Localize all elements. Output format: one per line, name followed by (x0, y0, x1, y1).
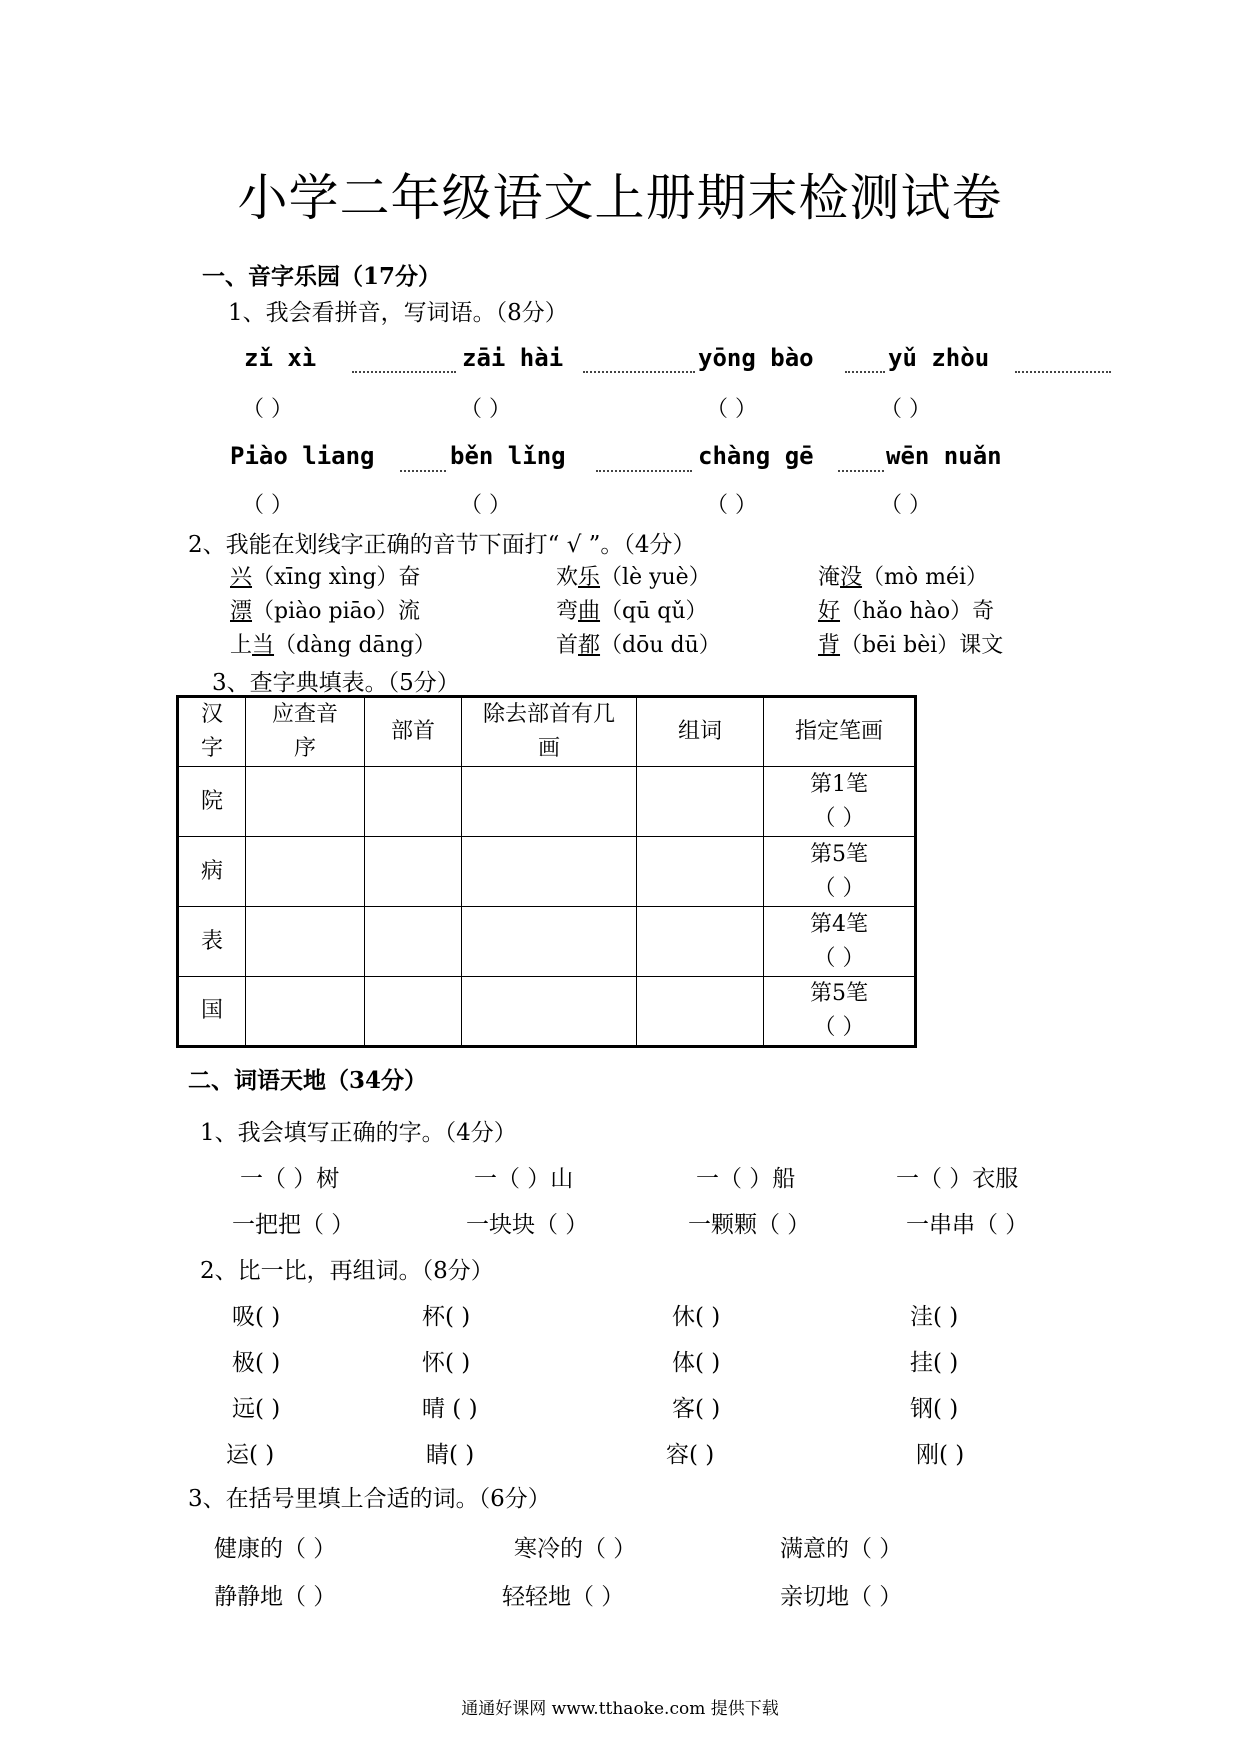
fill-item[interactable]: 一（ ）船 (696, 1166, 796, 1192)
blank-cell[interactable] (637, 767, 764, 837)
phrase-item[interactable]: 轻轻地（ ） (502, 1584, 625, 1610)
answer-paren[interactable]: （ ） (460, 493, 511, 518)
select-item[interactable]: 上当（dàng dāng） (230, 633, 436, 658)
char-cell: 表 (178, 907, 246, 977)
blank-cell[interactable] (637, 977, 764, 1047)
col-header: 组词 (637, 697, 764, 767)
compare-item[interactable]: 容( ) (666, 1442, 715, 1468)
pinyin-8: wēn nuǎn (886, 442, 1002, 470)
s1-q2-label: 2、我能在划线字正确的音节下面打“ √ ”。（4分） (188, 532, 696, 558)
pinyin-7: chàng gē (698, 442, 814, 470)
phrase-item[interactable]: 健康的（ ） (214, 1536, 337, 1562)
pinyin-1: zǐ xì (244, 344, 317, 372)
select-item[interactable]: 兴（xīng xìng）奋 (230, 565, 421, 590)
compare-item[interactable]: 客( ) (672, 1396, 721, 1422)
compare-item[interactable]: 刚( ) (916, 1442, 965, 1468)
dotted-line (352, 345, 456, 373)
compare-item[interactable]: 杯( ) (422, 1304, 471, 1330)
s1-q3-label: 3、查字典填表。（5分） (212, 670, 460, 696)
blank-cell[interactable] (462, 767, 637, 837)
stroke-cell[interactable]: 第4笔 （ ） (764, 907, 916, 977)
blank-cell[interactable] (365, 837, 462, 907)
pinyin-5: Piào liang (230, 442, 375, 470)
compare-item[interactable]: 睛( ) (426, 1442, 475, 1468)
blank-cell[interactable] (246, 907, 365, 977)
dotted-line (400, 444, 446, 472)
dotted-line (845, 345, 885, 373)
col-header: 汉 字 (178, 697, 246, 767)
pinyin-2: zāi hài (462, 344, 564, 372)
col-header: 应查音 序 (246, 697, 365, 767)
pinyin-4: yǔ zhòu (888, 344, 990, 372)
dictionary-table (176, 695, 917, 1048)
phrase-item[interactable]: 静静地（ ） (214, 1584, 337, 1610)
fill-item[interactable]: 一串串（ ） (906, 1212, 1029, 1238)
col-header: 指定笔画 (764, 697, 916, 767)
dotted-line (583, 345, 695, 373)
blank-cell[interactable] (365, 977, 462, 1047)
blank-cell[interactable] (462, 907, 637, 977)
answer-paren[interactable]: （ ） (706, 493, 757, 518)
s2-q2-label: 2、比一比，再组词。（8分） (200, 1258, 494, 1284)
answer-paren[interactable]: （ ） (880, 397, 931, 422)
page-title: 小学二年级语文上册期末检测试卷 (237, 169, 1003, 227)
compare-item[interactable]: 洼( ) (910, 1304, 959, 1330)
table-row (178, 977, 916, 1047)
compare-item[interactable]: 吸( ) (232, 1304, 281, 1330)
table-row (178, 767, 916, 837)
section2-heading: 二、词语天地（34分） (188, 1067, 428, 1094)
compare-item[interactable]: 运( ) (226, 1442, 275, 1468)
fill-item[interactable]: 一块块（ ） (466, 1212, 589, 1238)
select-item[interactable]: 首都（dōu dū） (556, 633, 721, 658)
pinyin-6: běn lǐng (450, 442, 566, 470)
col-header: 部首 (365, 697, 462, 767)
stroke-cell[interactable]: 第5笔 （ ） (764, 977, 916, 1047)
s1-q1-label: 1、我会看拼音，写词语。（8分） (228, 300, 568, 326)
stroke-cell[interactable]: 第1笔 （ ） (764, 767, 916, 837)
compare-item[interactable]: 挂( ) (910, 1350, 959, 1376)
footer-credit: 通通好课网 www.tthaoke.com 提供下载 (461, 1699, 779, 1719)
blank-cell[interactable] (365, 767, 462, 837)
s2-q1-label: 1、我会填写正确的字。（4分） (200, 1120, 517, 1146)
fill-item[interactable]: 一（ ）衣服 (896, 1166, 1019, 1192)
char-cell: 国 (178, 977, 246, 1047)
compare-item[interactable]: 体( ) (672, 1350, 721, 1376)
answer-paren[interactable]: （ ） (242, 397, 293, 422)
compare-item[interactable]: 远( ) (232, 1396, 281, 1422)
blank-cell[interactable] (637, 837, 764, 907)
fill-item[interactable]: 一（ ）树 (240, 1166, 340, 1192)
select-item[interactable]: 欢乐（lè yuè） (556, 565, 711, 590)
dotted-line (1015, 345, 1111, 373)
char-cell: 病 (178, 837, 246, 907)
col-header: 除去部首有几 画 (462, 697, 637, 767)
table-row (178, 837, 916, 907)
blank-cell[interactable] (246, 837, 365, 907)
select-item[interactable]: 好（hǎo hào）奇 (818, 599, 995, 624)
phrase-item[interactable]: 寒冷的（ ） (514, 1536, 637, 1562)
select-item[interactable]: 淹没（mò méi） (818, 565, 989, 590)
compare-item[interactable]: 极( ) (232, 1350, 281, 1376)
answer-paren[interactable]: （ ） (460, 397, 511, 422)
answer-paren[interactable]: （ ） (706, 397, 757, 422)
s2-q3-label: 3、在括号里填上合适的词。（6分） (188, 1486, 551, 1512)
phrase-item[interactable]: 亲切地（ ） (780, 1584, 903, 1610)
fill-item[interactable]: 一颗颗（ ） (688, 1212, 811, 1238)
section1-heading: 一、音字乐园（17分） (202, 263, 442, 290)
stroke-cell[interactable]: 第5笔 （ ） (764, 837, 916, 907)
blank-cell[interactable] (462, 837, 637, 907)
blank-cell[interactable] (637, 907, 764, 977)
table-row (178, 907, 916, 977)
dotted-line (596, 444, 692, 472)
compare-item[interactable]: 休( ) (672, 1304, 721, 1330)
blank-cell[interactable] (246, 977, 365, 1047)
blank-cell[interactable] (365, 907, 462, 977)
fill-item[interactable]: 一把把（ ） (232, 1212, 355, 1238)
blank-cell[interactable] (462, 977, 637, 1047)
pinyin-3: yōng bào (698, 344, 814, 372)
compare-item[interactable]: 怀( ) (422, 1350, 471, 1376)
dotted-line (838, 444, 884, 472)
compare-item[interactable]: 晴 ( ) (422, 1396, 478, 1422)
char-cell: 院 (178, 767, 246, 837)
select-item[interactable]: 弯曲（qū qǔ） (556, 599, 708, 624)
compare-item[interactable]: 钢( ) (910, 1396, 959, 1422)
answer-paren[interactable]: （ ） (880, 493, 931, 518)
phrase-item[interactable]: 满意的（ ） (780, 1536, 903, 1562)
select-item[interactable]: 漂（piào piāo）流 (230, 599, 420, 624)
answer-paren[interactable]: （ ） (242, 493, 293, 518)
select-item[interactable]: 背（bēi bèi）课文 (818, 633, 1004, 658)
blank-cell[interactable] (246, 767, 365, 837)
fill-item[interactable]: 一（ ）山 (474, 1166, 574, 1192)
